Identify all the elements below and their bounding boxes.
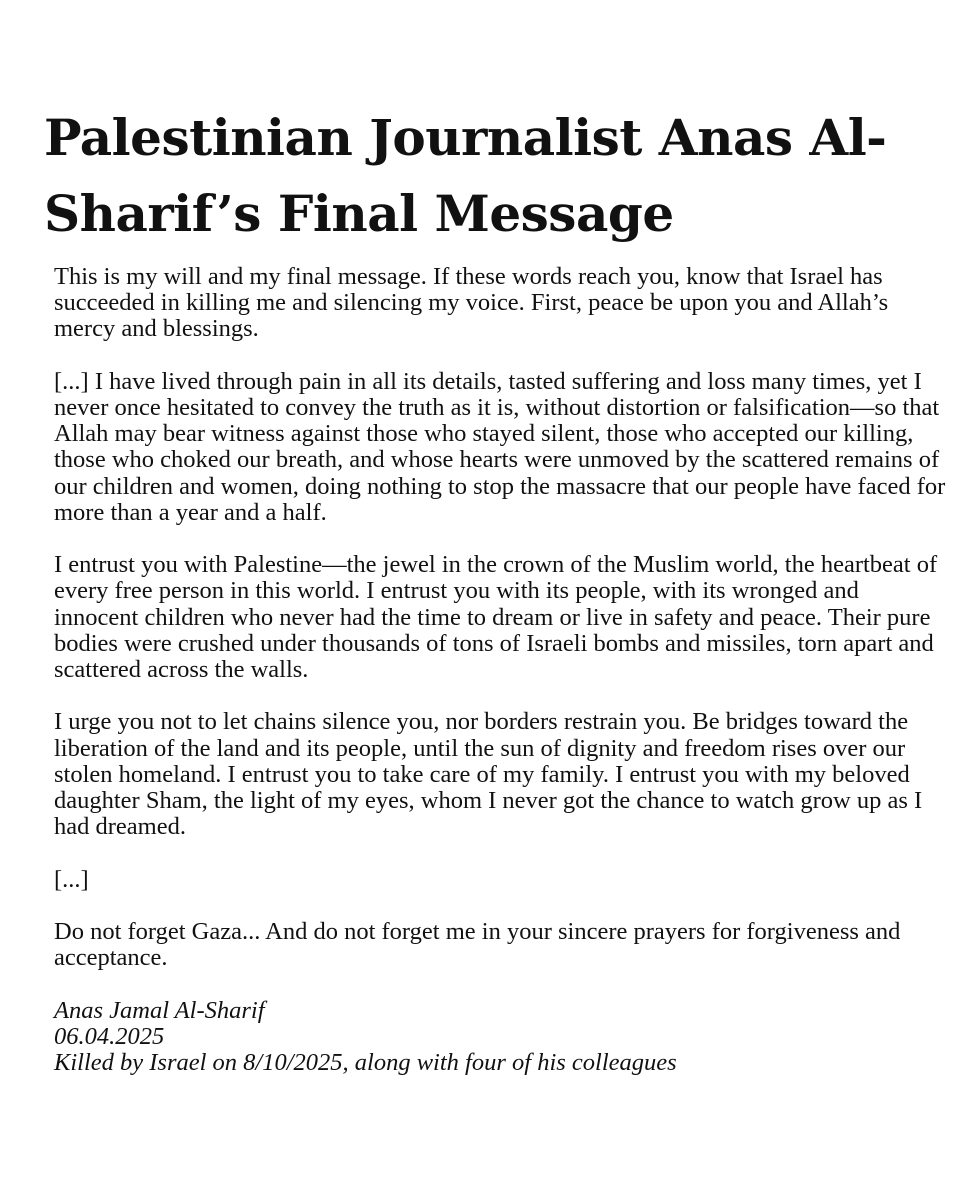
signature-name: Anas Jamal Al-Sharif (54, 996, 265, 1024)
signature-date: 06.04.2025 (54, 1022, 165, 1050)
paragraph-intro: This is my will and my final message. If these words reach you, know that Israel has succeeded in killing me and silencing my voice. First, peace be upon you and Allah’s mercy and blessings. (54, 263, 889, 343)
page-title: Palestinian Journalist Anas Al-Sharif’s Final Message (44, 108, 887, 243)
message-body (54, 264, 946, 1076)
paragraph-gaza: Do not forget Gaza... And do not forget me in your sincere prayers for forgiveness and acceptance. (54, 918, 901, 972)
signature-note: Killed by Israel on 8/10/2025, along with four of his colleagues (54, 1049, 677, 1076)
paragraph-palestine: I entrust you with Palestine—the jewel in the crown of the Muslim world, the heartbeat of every free person in this world. I entrust you with its people, with its wronged and innocent children who never had the time to dream or live in safety and peace. Their pure bodies were crushed under thousands of tons of Israeli bombs and missiles, torn apart and scattered across the walls. (54, 551, 938, 684)
signature-block (54, 998, 946, 1077)
paragraph-urge: I urge you not to let chains silence you, nor borders restrain you. Be bridges toward the liberation of the land and its people, until the sun of dignity and freedom rises over our stolen homeland. I entrust you to take care of my family. I entrust you with my beloved daughter Sham, the light of my eyes, whom I never got the chance to watch grow up as I had dreamed. (54, 708, 923, 841)
paragraph-testimony: [...] I have lived through pain in all its details, tasted suffering and loss many times, yet I never once hesitated to convey the truth as it is, without distortion or falsification—so that Allah may bear witness against those who stayed silent, those who accepted our killing, those who choked our breath, and whose hearts were unmoved by the scattered remains of our children and women, doing nothing to stop the massacre that our people have faced for more than a year and a half. (54, 367, 946, 526)
paragraph-ellipsis: [...] (54, 865, 89, 893)
